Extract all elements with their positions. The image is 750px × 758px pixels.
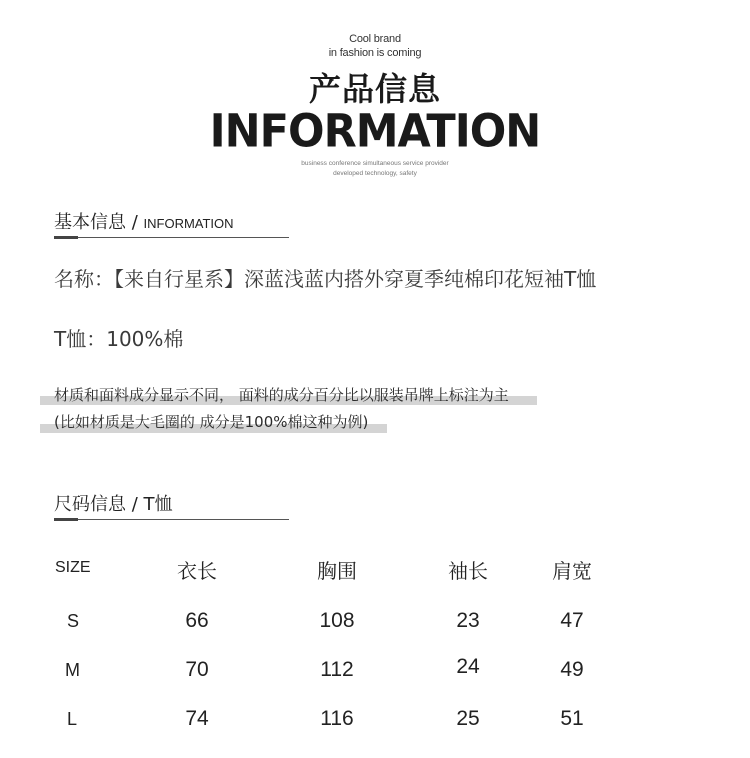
row-s-shoulder: 47 (560, 609, 584, 632)
row-m-length: 70 (185, 658, 209, 681)
row-l-length: 74 (185, 707, 209, 730)
size-info-rule-accent (54, 518, 78, 521)
row-s-chest: 108 (319, 609, 355, 632)
row-s-size: S (67, 611, 80, 631)
page-title-en: INFORMATION (209, 105, 541, 159)
row-l-sleeve: 25 (456, 707, 480, 730)
basic-info-rule-accent (54, 236, 78, 239)
product-name-line: 名称：【来自行星系】深蓝浅蓝内搭外穿夏季纯棉印花短袖T恤 (54, 267, 597, 291)
row-s-sleeve: 23 (456, 609, 480, 632)
size-info-heading: 尺码信息 / T恤 (54, 494, 173, 515)
row-s-length: 66 (185, 609, 209, 632)
col-header-chest: 胸围 (317, 559, 357, 583)
material-line: T恤：100%棉 (54, 327, 184, 351)
col-header-shoulder: 肩宽 (552, 559, 592, 583)
size-info-rule (54, 519, 289, 520)
note-line-1: 材质和面料成分显示不同， 面料的成分百分比以服装吊牌上标注为主 (54, 386, 509, 404)
row-l-chest: 116 (320, 707, 354, 730)
basic-info-heading-cn: 基本信息 / (54, 212, 144, 233)
row-m-size: M (65, 660, 80, 680)
col-header-size: SIZE (55, 559, 91, 576)
row-m-sleeve: 24 (456, 655, 480, 678)
page-title-cn: 产品信息 (308, 70, 441, 108)
basic-info-heading (54, 208, 234, 234)
col-header-sleeve: 袖长 (448, 559, 488, 583)
row-m-shoulder: 49 (560, 658, 584, 681)
tagline-brand: Cool brand (349, 33, 401, 45)
subtitle-small-1: business conference simultaneous service provider (301, 160, 449, 167)
subtitle-small-2: developed technology, safety (333, 170, 417, 177)
note-line-2: (比如材质是大毛圈的 成分是100%棉这种为例) (54, 413, 369, 431)
col-header-length: 衣长 (177, 559, 217, 583)
row-m-chest: 112 (320, 658, 354, 681)
row-l-size: L (67, 709, 78, 729)
basic-info-rule (54, 237, 289, 238)
tagline-fashion: in fashion is coming (328, 47, 422, 59)
basic-info-heading-en: INFORMATION (143, 216, 234, 231)
row-l-shoulder: 51 (560, 707, 584, 730)
